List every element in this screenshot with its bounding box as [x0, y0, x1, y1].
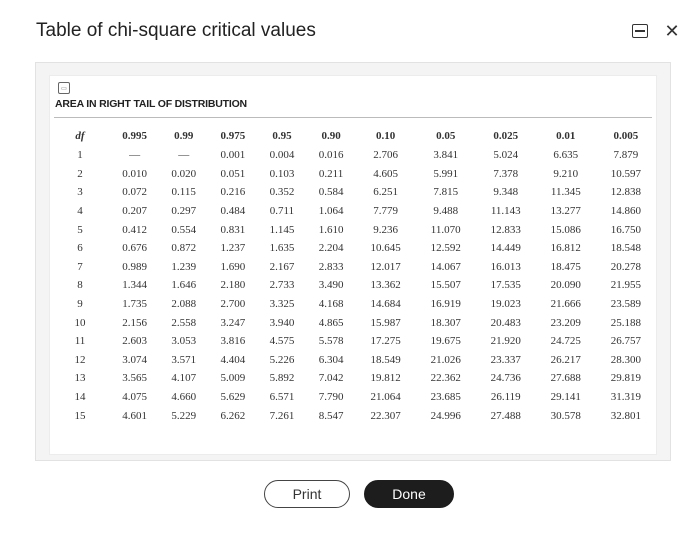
value-cell: 0.103 — [269, 167, 295, 180]
df-header: df — [75, 130, 85, 142]
value-cell: 6.571 — [269, 391, 295, 404]
value-cell: 16.812 — [550, 242, 581, 255]
value-cell: 14.067 — [430, 260, 461, 273]
value-cell: 21.666 — [550, 298, 581, 311]
value-cell: 5.991 — [433, 167, 459, 180]
value-cell: 1.735 — [122, 298, 147, 311]
value-cell: 24.996 — [430, 409, 461, 422]
value-cell: 0.211 — [318, 167, 344, 180]
df-cell: 6 — [77, 242, 83, 255]
value-cell: 2.733 — [269, 279, 295, 292]
value-cell: 19.675 — [430, 335, 461, 348]
value-cell: 3.816 — [220, 335, 246, 348]
done-button[interactable]: Done — [364, 480, 454, 508]
value-cell: 19.812 — [370, 372, 401, 385]
value-cell: 26.757 — [610, 335, 642, 348]
value-cell: 23.685 — [430, 391, 461, 404]
value-cell: 7.261 — [269, 409, 295, 422]
value-cell: 4.865 — [318, 316, 344, 329]
value-cell: 3.490 — [318, 279, 344, 292]
table-row — [50, 239, 656, 258]
value-cell: 8.547 — [318, 409, 344, 422]
chi-square-table — [50, 126, 656, 425]
value-cell: 3.074 — [122, 353, 147, 366]
df-cell: 15 — [74, 409, 86, 422]
table-row — [50, 406, 656, 425]
value-cell: 2.706 — [373, 149, 399, 162]
table-row — [50, 332, 656, 351]
value-cell: 14.449 — [490, 242, 521, 255]
info-card-icon: ▭ — [58, 82, 70, 94]
value-cell: 2.603 — [122, 335, 147, 348]
column-header: 0.005 — [613, 130, 639, 142]
value-cell: 0.989 — [122, 260, 147, 273]
value-cell: 10.597 — [610, 167, 642, 180]
value-cell: 0.207 — [122, 205, 147, 218]
close-button[interactable] — [662, 22, 682, 40]
value-cell: 20.090 — [550, 279, 581, 292]
value-cell: 0.831 — [220, 223, 246, 236]
column-header: 0.10 — [376, 130, 396, 142]
value-cell: 4.075 — [122, 391, 147, 404]
df-cell: 10 — [74, 316, 86, 329]
value-cell: 14.684 — [370, 298, 401, 311]
value-cell: 24.736 — [490, 372, 521, 385]
value-cell: 21.920 — [490, 335, 521, 348]
value-cell: 2.156 — [122, 316, 147, 329]
value-cell: 2.167 — [269, 260, 295, 273]
value-cell: 0.584 — [318, 186, 344, 199]
value-cell: 12.592 — [430, 242, 461, 255]
df-cell: 13 — [74, 372, 86, 385]
df-cell: 14 — [74, 391, 86, 404]
table-row — [50, 258, 656, 277]
table-row — [50, 276, 656, 295]
table-row — [50, 220, 656, 239]
value-cell: 32.801 — [610, 409, 642, 422]
value-cell: 6.635 — [553, 149, 579, 162]
value-cell: 18.548 — [610, 242, 642, 255]
value-cell: 4.168 — [318, 298, 344, 311]
column-header: 0.05 — [436, 130, 456, 142]
value-cell: 25.188 — [610, 316, 642, 329]
value-cell: 2.088 — [171, 298, 197, 311]
value-cell: 15.507 — [430, 279, 461, 292]
value-cell: 0.872 — [171, 242, 197, 255]
value-cell: 7.378 — [493, 167, 519, 180]
value-cell: 23.209 — [550, 316, 581, 329]
value-cell: 18.549 — [370, 353, 401, 366]
value-cell: 0.412 — [122, 223, 147, 236]
value-cell: 1.239 — [171, 260, 197, 273]
table-row — [50, 202, 656, 221]
table-row — [50, 295, 656, 314]
value-cell: 16.013 — [490, 260, 521, 273]
table-row — [50, 146, 656, 165]
window-controls — [630, 22, 682, 40]
value-cell: 0.115 — [171, 186, 196, 199]
value-cell: 0.711 — [269, 205, 295, 218]
value-cell: 17.275 — [370, 335, 401, 348]
df-cell: 11 — [74, 335, 86, 348]
value-cell: 22.307 — [370, 409, 401, 422]
value-cell: 5.009 — [220, 372, 246, 385]
column-header: 0.025 — [493, 130, 519, 142]
value-cell: 1.064 — [318, 205, 344, 218]
value-cell: 9.210 — [553, 167, 579, 180]
value-cell: 1.690 — [220, 260, 246, 273]
close-icon: ✕ — [664, 20, 680, 42]
value-cell: 5.024 — [493, 149, 519, 162]
value-cell: 0.010 — [122, 167, 147, 180]
value-cell: 18.307 — [430, 316, 461, 329]
table-row — [50, 351, 656, 370]
value-cell: 21.955 — [610, 279, 642, 292]
value-cell: 28.300 — [610, 353, 642, 366]
column-header: 0.975 — [220, 130, 246, 142]
value-cell: 0.020 — [171, 167, 197, 180]
value-cell: 0.352 — [269, 186, 295, 199]
value-cell: — — [129, 149, 141, 162]
value-cell: 7.879 — [613, 149, 639, 162]
value-cell: 2.180 — [220, 279, 246, 292]
value-cell: 15.987 — [370, 316, 401, 329]
value-cell: 11.070 — [430, 223, 461, 236]
df-cell: 8 — [77, 279, 83, 292]
value-cell: 7.790 — [318, 391, 344, 404]
dialog-title: Table of chi-square critical values — [36, 20, 316, 41]
value-cell: 23.337 — [490, 353, 521, 366]
table-panel[interactable] — [35, 62, 671, 461]
value-cell: 19.023 — [490, 298, 521, 311]
value-cell: 1.237 — [220, 242, 246, 255]
value-cell: 11.345 — [550, 186, 581, 199]
table-body — [50, 146, 656, 425]
value-cell: 3.325 — [269, 298, 295, 311]
value-cell: 16.750 — [610, 223, 642, 236]
column-header: 0.95 — [272, 130, 292, 142]
value-cell: 0.297 — [171, 205, 197, 218]
value-cell: 5.229 — [171, 409, 197, 422]
value-cell: 3.247 — [220, 316, 246, 329]
value-cell: 0.484 — [220, 205, 246, 218]
value-cell: 14.860 — [610, 205, 642, 218]
value-cell: 3.053 — [171, 335, 197, 348]
value-cell: 2.833 — [318, 260, 344, 273]
minimize-icon — [632, 24, 648, 38]
value-cell: 4.660 — [171, 391, 197, 404]
value-cell: 13.362 — [370, 279, 401, 292]
value-cell: 11.143 — [490, 205, 521, 218]
value-cell: 6.262 — [220, 409, 246, 422]
value-cell: 9.236 — [373, 223, 399, 236]
value-cell: 16.919 — [430, 298, 461, 311]
minimize-button[interactable] — [630, 22, 650, 40]
value-cell: 0.554 — [171, 223, 197, 236]
value-cell: 5.892 — [269, 372, 295, 385]
value-cell: 9.488 — [433, 205, 459, 218]
value-cell: 4.404 — [220, 353, 246, 366]
value-cell: 7.042 — [318, 372, 344, 385]
value-cell: 10.645 — [370, 242, 401, 255]
value-cell: 6.251 — [373, 186, 399, 199]
table-row — [50, 388, 656, 407]
column-header: 0.90 — [321, 130, 341, 142]
table-row — [50, 369, 656, 388]
value-cell: 29.141 — [550, 391, 581, 404]
value-cell: 0.216 — [220, 186, 246, 199]
value-cell: 4.601 — [122, 409, 147, 422]
table-row — [50, 183, 656, 202]
value-cell: 4.107 — [171, 372, 197, 385]
value-cell: 22.362 — [430, 372, 461, 385]
value-cell: 0.676 — [122, 242, 147, 255]
value-cell: 12.017 — [370, 260, 401, 273]
value-cell: 5.629 — [220, 391, 246, 404]
value-cell: 1.145 — [269, 223, 295, 236]
value-cell: 4.575 — [269, 335, 295, 348]
df-cell: 12 — [74, 353, 86, 366]
value-cell: 1.646 — [171, 279, 197, 292]
value-cell: 4.605 — [373, 167, 399, 180]
df-cell: 1 — [77, 149, 83, 162]
column-header: 0.99 — [174, 130, 194, 142]
value-cell: 21.026 — [430, 353, 461, 366]
table-row — [50, 313, 656, 332]
value-cell: 15.086 — [550, 223, 581, 236]
value-cell: 3.571 — [171, 353, 197, 366]
value-cell: 0.004 — [269, 149, 295, 162]
table-heading: AREA IN RIGHT TAIL OF DISTRIBUTION — [55, 98, 247, 110]
table-card — [49, 75, 657, 455]
value-cell: 31.319 — [610, 391, 642, 404]
df-cell: 7 — [77, 260, 83, 273]
value-cell: 1.635 — [269, 242, 295, 255]
value-cell: 24.725 — [550, 335, 581, 348]
df-cell: 4 — [77, 205, 83, 218]
value-cell: 0.072 — [122, 186, 147, 199]
column-header: 0.01 — [556, 130, 576, 142]
value-cell: 1.610 — [318, 223, 344, 236]
value-cell: 1.344 — [122, 279, 147, 292]
value-cell: 5.226 — [269, 353, 295, 366]
value-cell: 30.578 — [550, 409, 581, 422]
value-cell: 23.589 — [610, 298, 642, 311]
print-button[interactable]: Print — [264, 480, 350, 508]
df-cell: 2 — [77, 167, 83, 180]
value-cell: 21.064 — [370, 391, 401, 404]
value-cell: 17.535 — [490, 279, 521, 292]
df-cell: 3 — [77, 186, 83, 199]
value-cell: 20.278 — [610, 260, 642, 273]
value-cell: 27.688 — [550, 372, 581, 385]
value-cell: 29.819 — [610, 372, 642, 385]
value-cell: 12.833 — [490, 223, 521, 236]
value-cell: 6.304 — [318, 353, 344, 366]
value-cell: 7.815 — [433, 186, 459, 199]
value-cell: 0.016 — [318, 149, 344, 162]
value-cell: 12.838 — [610, 186, 642, 199]
value-cell: 3.841 — [433, 149, 459, 162]
value-cell: 26.119 — [490, 391, 521, 404]
value-cell: 9.348 — [493, 186, 519, 199]
value-cell: 3.940 — [269, 316, 295, 329]
value-cell: 2.558 — [171, 316, 197, 329]
value-cell: 3.565 — [122, 372, 147, 385]
value-cell: 18.475 — [550, 260, 581, 273]
heading-divider — [54, 117, 652, 118]
value-cell: 2.204 — [318, 242, 344, 255]
value-cell: 0.051 — [220, 167, 246, 180]
value-cell: 13.277 — [550, 205, 581, 218]
value-cell: 5.578 — [318, 335, 344, 348]
table-row — [50, 165, 656, 184]
value-cell: 20.483 — [490, 316, 521, 329]
df-cell: 9 — [77, 298, 83, 311]
value-cell: — — [178, 149, 190, 162]
df-cell: 5 — [77, 223, 83, 236]
column-header: 0.995 — [122, 130, 147, 142]
header-row — [50, 126, 656, 146]
value-cell: 27.488 — [490, 409, 521, 422]
value-cell: 26.217 — [550, 353, 581, 366]
value-cell: 0.001 — [220, 149, 246, 162]
value-cell: 7.779 — [373, 205, 399, 218]
value-cell: 2.700 — [220, 298, 246, 311]
